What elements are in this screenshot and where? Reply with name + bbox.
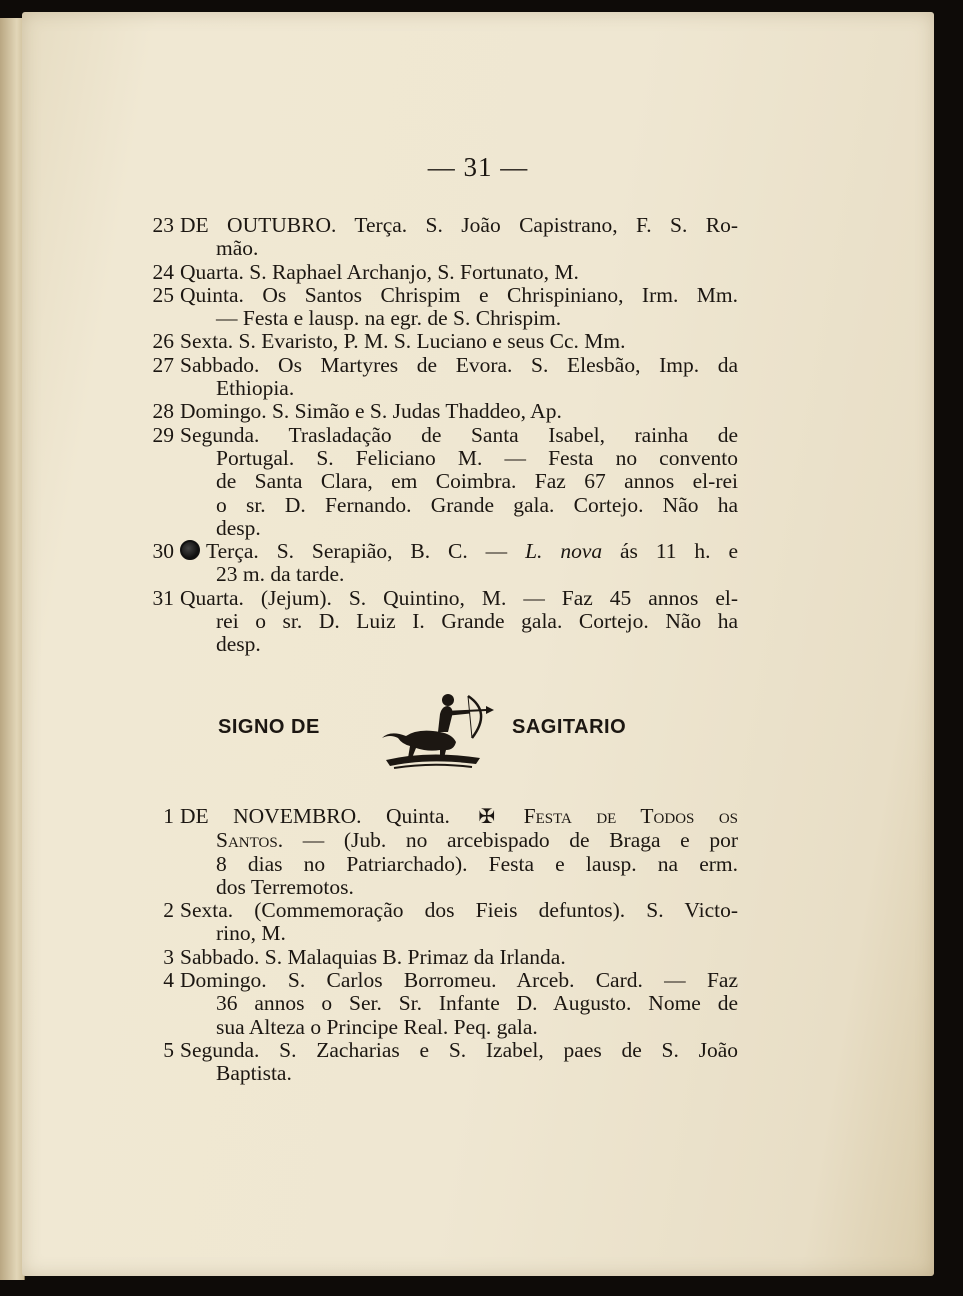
list-item xyxy=(140,899,738,946)
entry-text: Segunda. S. Zacharias e S. Izabel, paes de S. João xyxy=(180,1037,738,1062)
list-item xyxy=(140,214,738,261)
day-number: 5 xyxy=(163,1037,174,1062)
list-item xyxy=(140,587,738,657)
entry-text: Sexta. S. Evaristo, P. M. S. Luciano e seus Cc. Mm. xyxy=(180,329,626,354)
entry-text: rei o sr. D. Luiz I. Grande gala. Cortejo. Não ha xyxy=(216,609,738,634)
day-number: 26 xyxy=(152,329,174,354)
entry-text: sua Alteza o Principe Real. Peq. gala. xyxy=(216,1014,538,1039)
entry-text: Quarta. (Jejum). S. Quintino, M. — Faz 45 annos el- xyxy=(180,585,738,610)
entry-text: rino, M. xyxy=(216,921,286,946)
day-number: 31 xyxy=(152,585,174,610)
day-number: 24 xyxy=(152,259,174,284)
feast-name: Festa de Todos os xyxy=(523,804,739,828)
entry-text: Sabbado. S. Malaquias B. Primaz da Irlanda. xyxy=(180,944,566,969)
zodiac-sign-heading xyxy=(22,688,934,774)
list-item xyxy=(140,540,738,587)
maltese-cross-icon: ✠ xyxy=(478,806,496,828)
entry-text: Ethiopia. xyxy=(216,376,295,401)
list-item xyxy=(140,969,738,1039)
day-number: 27 xyxy=(152,352,174,377)
entry-text: Domingo. S. Carlos Borromeu. Arceb. Card. — Faz xyxy=(180,968,738,993)
entry-text: DE OUTUBRO. Terça. S. João Capistrano, F. S. Ro- xyxy=(180,213,738,237)
day-number: 30 xyxy=(152,539,174,564)
list-item xyxy=(140,284,738,331)
new-moon-icon xyxy=(180,540,200,560)
sign-label: SIGNO DE xyxy=(218,716,320,738)
entry-text: Sexta. (Commemoração dos Fieis defuntos). S. Victo- xyxy=(180,898,738,923)
list-item xyxy=(140,424,738,540)
entry-text: mão. xyxy=(216,236,259,261)
october-entries xyxy=(140,214,738,657)
entry-text: Sabbado. Os Martyres de Evora. S. Elesbão, Imp. da xyxy=(180,352,738,377)
day-number: 2 xyxy=(163,898,174,923)
list-item xyxy=(140,261,738,284)
entry-text: 8 dias no Patriarchado). Festa e lausp. na erm. xyxy=(216,851,738,876)
day-number: 3 xyxy=(163,944,174,969)
november-entries xyxy=(140,805,738,1086)
list-item xyxy=(140,354,738,401)
entry-text: — (Jub. no arcebispado de Braga e por xyxy=(283,828,738,853)
entry-text: 36 annos o Ser. Sr. Infante D. Augusto. Nome de xyxy=(216,991,738,1016)
entry-text: desp. xyxy=(216,515,261,540)
entry-text: Quarta. S. Raphael Archanjo, S. Fortunato, M. xyxy=(180,259,579,284)
list-item xyxy=(140,1039,738,1086)
day-number: 25 xyxy=(152,282,174,307)
entry-text: Terça. S. Serapião, B. C. — xyxy=(206,539,526,564)
moon-phase-label: L. nova xyxy=(525,539,603,564)
sign-name: SAGITARIO xyxy=(512,716,627,738)
entry-text: o sr. D. Fernando. Grande gala. Cortejo. Não ha xyxy=(216,492,738,517)
day-number: 4 xyxy=(163,968,174,993)
list-item xyxy=(140,805,738,899)
entry-text: Quinta. Os Santos Chrispim e Chrispiniano, Irm. Mm. xyxy=(180,282,738,307)
entry-text: ás 11 h. e xyxy=(602,539,739,564)
page-number: — 31 — xyxy=(427,152,529,182)
list-item xyxy=(140,946,738,969)
entry-text: Baptista. xyxy=(216,1061,292,1086)
entry-text: Segunda. Trasladação de Santa Isabel, rainha de xyxy=(180,422,738,447)
day-number: 1 xyxy=(163,804,174,828)
entry-text: dos Terremotos. xyxy=(216,874,354,899)
entry-text: Domingo. S. Simão e S. Judas Thaddeo, Ap. xyxy=(180,399,562,424)
entry-text: DE NOVEMBRO. Quinta. xyxy=(180,804,450,828)
entry-text: desp. xyxy=(216,632,261,657)
entry-text: 23 m. da tarde. xyxy=(216,562,345,587)
day-number: 28 xyxy=(152,399,174,424)
list-item xyxy=(140,330,738,353)
day-number: 29 xyxy=(152,422,174,447)
sagittarius-icon xyxy=(368,688,498,774)
entry-text: de Santa Clara, em Coimbra. Faz 67 annos el-rei xyxy=(216,469,738,494)
almanac-page xyxy=(22,12,934,1276)
list-item xyxy=(140,400,738,423)
entry-text: — Festa e lausp. na egr. de S. Chrispim. xyxy=(216,306,562,331)
day-number: 23 xyxy=(152,213,174,237)
feast-name-continued: Santos. xyxy=(216,828,284,853)
entry-text: Portugal. S. Feliciano M. — Festa no convento xyxy=(216,445,738,470)
